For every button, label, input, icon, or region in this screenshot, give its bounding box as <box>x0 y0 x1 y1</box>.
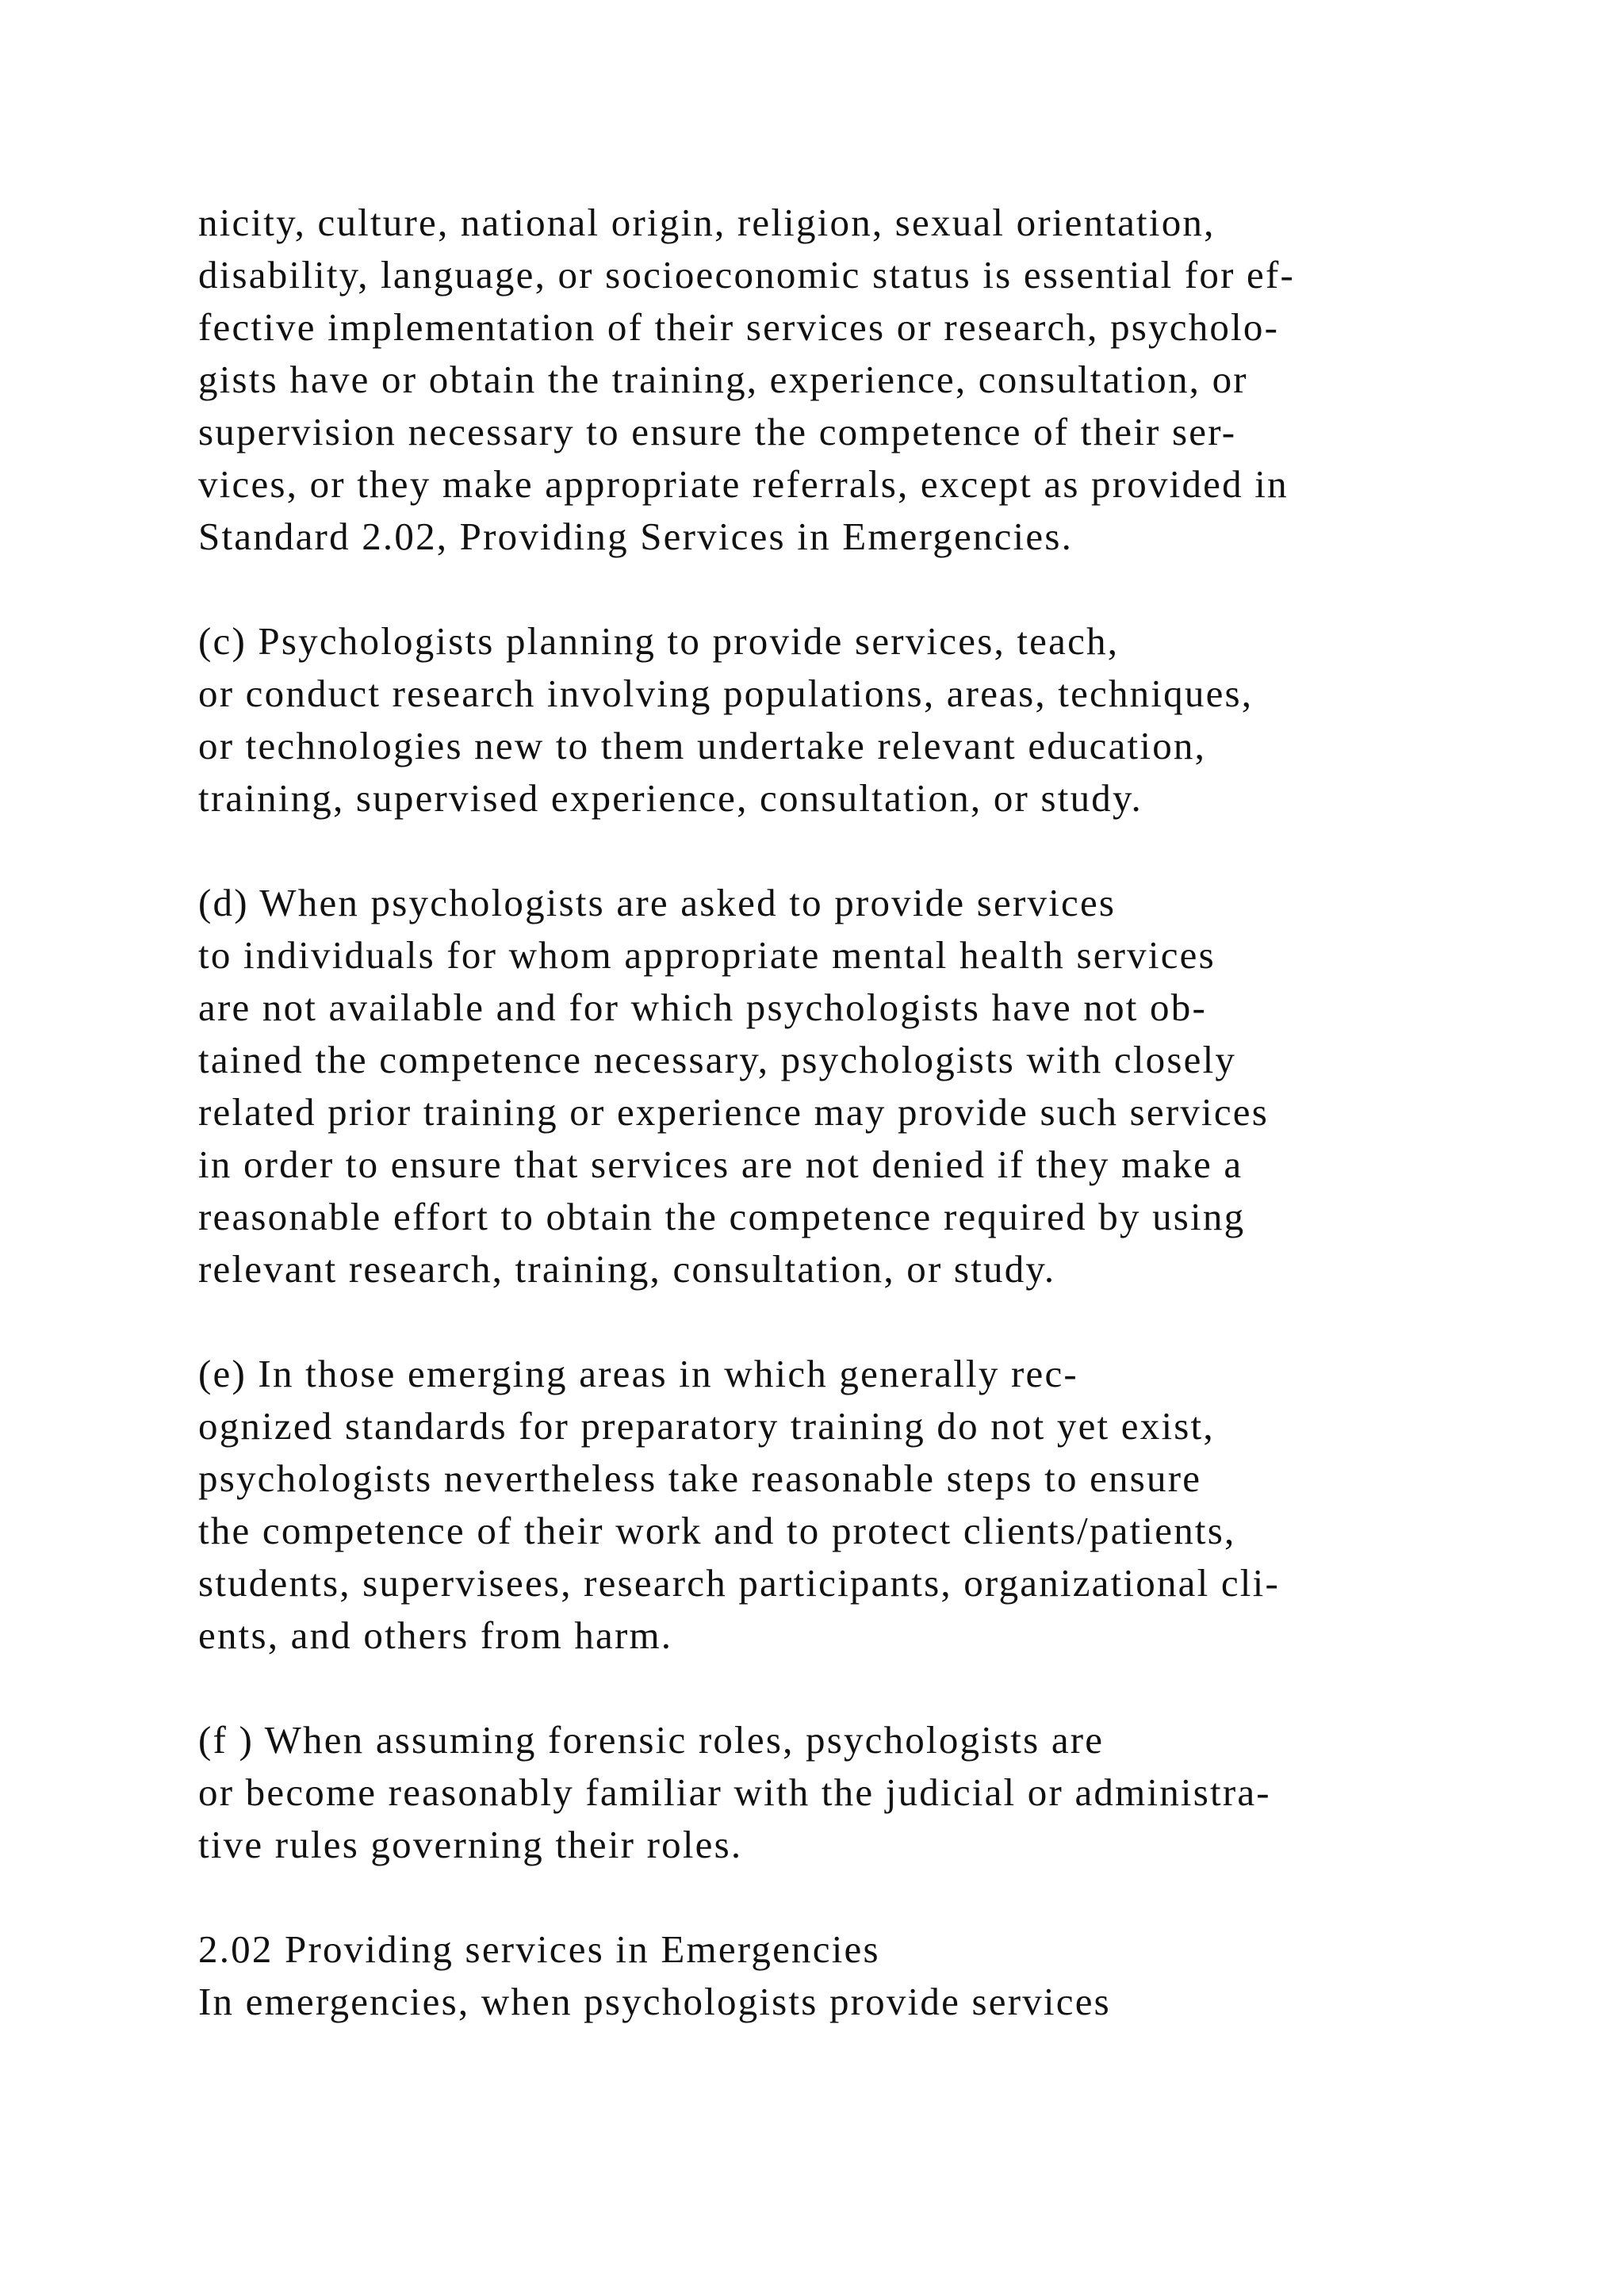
text-line: to individuals for whom appropriate mental health services <box>198 933 1216 977</box>
text-line: (f ) When assuming forensic roles, psychologists are <box>198 1718 1105 1762</box>
text-line: (d) When psychologists are asked to provide services <box>198 881 1116 924</box>
text-line: relevant research, training, consultation, or study. <box>198 1247 1056 1291</box>
paragraph-c <box>198 615 1499 825</box>
text-line: in order to ensure that services are not denied if they make a <box>198 1142 1243 1186</box>
text-line: nicity, culture, national origin, religion, sexual orientation, <box>198 201 1216 244</box>
text-line: In emergencies, when psychologists provide services <box>198 1980 1111 2023</box>
text-line: or become reasonably familiar with the judicial or administra- <box>198 1770 1271 1814</box>
text-line: or conduct research involving populations, areas, techniques, <box>198 672 1254 715</box>
text-line: training, supervised experience, consultation, or study. <box>198 776 1143 820</box>
text-line: students, supervisees, research participants, organizational cli- <box>198 1561 1280 1605</box>
text-line: the competence of their work and to protect clients/patients, <box>198 1509 1236 1552</box>
text-line: fective implementation of their services or research, psycholo- <box>198 305 1280 349</box>
text-line: reasonable effort to obtain the competence required by using <box>198 1195 1246 1238</box>
text-line: are not available and for which psychologists have not ob- <box>198 985 1207 1029</box>
text-line: disability, language, or socioeconomic status is essential for ef- <box>198 253 1296 297</box>
text-line: ognized standards for preparatory training do not yet exist, <box>198 1404 1215 1448</box>
text-line: vices, or they make appropriate referrals, except as provided in <box>198 462 1289 506</box>
section-heading: 2.02 Providing services in Emergencies <box>198 1927 880 1971</box>
paragraph-gap <box>198 1871 1499 1923</box>
text-line: supervision necessary to ensure the competence of their ser- <box>198 410 1237 453</box>
paragraph-d <box>198 877 1499 1295</box>
paragraph-continuation <box>198 197 1499 563</box>
document-body <box>198 197 1499 2028</box>
text-line: Standard 2.02, Providing Services in Emergencies. <box>198 515 1074 558</box>
text-line: (e) In those emerging areas in which generally rec- <box>198 1352 1078 1395</box>
text-line: tive rules governing their roles. <box>198 1823 743 1866</box>
text-line: gists have or obtain the training, experience, consultation, or <box>198 358 1248 401</box>
text-line: psychologists nevertheless take reasonable steps to ensure <box>198 1456 1202 1500</box>
paragraph-e <box>198 1348 1499 1662</box>
text-line: (c) Psychologists planning to provide services, teach, <box>198 619 1120 663</box>
section-2-02 <box>198 1923 1499 2028</box>
text-line: or technologies new to them undertake relevant education, <box>198 724 1207 767</box>
paragraph-f <box>198 1714 1499 1871</box>
text-line: ents, and others from harm. <box>198 1613 673 1657</box>
paragraph-gap <box>198 563 1499 615</box>
text-line: tained the competence necessary, psychologists with closely <box>198 1038 1237 1081</box>
text-line: related prior training or experience may provide such services <box>198 1090 1270 1134</box>
paragraph-gap <box>198 1295 1499 1348</box>
paragraph-gap <box>198 1662 1499 1714</box>
paragraph-gap <box>198 825 1499 877</box>
